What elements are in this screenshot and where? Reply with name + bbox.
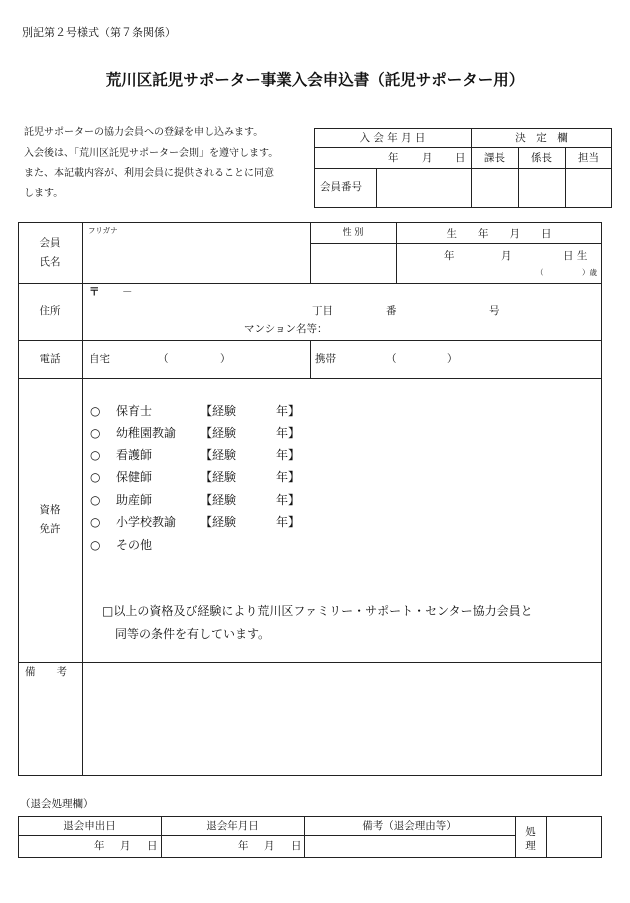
form-number-note: 別記第２号様式（第７条関係） (22, 26, 176, 39)
experience-label-3: 【経験 (200, 448, 237, 462)
withdraw-month: 月 (264, 840, 275, 852)
birth-year: 年 (444, 250, 455, 262)
member-name-field[interactable] (88, 236, 306, 280)
qualification-other: その他 (116, 538, 153, 552)
address-field[interactable] (88, 286, 598, 338)
home-phone-label: 自宅 (89, 353, 110, 365)
experience-label-1: 【経験 (200, 404, 237, 418)
remarks-label: 備 考 (25, 666, 67, 678)
withdraw-remarks-label: 備考（退会理由等） (362, 820, 457, 832)
ban-label: 番 (386, 305, 397, 317)
row-line-qualification (18, 378, 602, 379)
row-line-address (18, 283, 602, 284)
withdraw-apply-month: 月 (120, 840, 131, 852)
qualification-checkbox-4[interactable]: ○ (90, 470, 101, 484)
page-title: 荒川区託児サポーター事業入会申込書（託児サポーター用） (105, 71, 525, 89)
qualification-checkbox-5[interactable]: ○ (90, 493, 101, 507)
processing-label-1: 処 (525, 826, 536, 838)
tanto-label: 担当 (578, 152, 599, 164)
office-row-line-1 (314, 147, 612, 148)
experience-year-2: 年】 (276, 426, 301, 440)
member-number-label: 会員番号 (320, 181, 362, 193)
processing-label-2: 理 (525, 840, 536, 852)
qualification-checkbox-7[interactable]: ○ (90, 538, 101, 552)
intro-line-4: します。 (24, 188, 64, 199)
withdraw-apply-year: 年 (94, 840, 105, 852)
birth-header: 生 年 月 日 (446, 228, 552, 240)
experience-year-5: 年】 (276, 493, 301, 507)
birth-month: 月 (501, 250, 512, 262)
decision-label: 決 定 欄 (515, 132, 568, 144)
address-label: 住所 (39, 305, 61, 317)
processing-stamp-field[interactable] (549, 819, 599, 855)
postal-dash: － (122, 286, 133, 298)
qualification-shogakko: 小学校教諭 (116, 515, 177, 529)
mobile-paren-close: ） (447, 353, 458, 365)
office-row-line-2 (314, 168, 612, 169)
chome-label: 丁目 (312, 305, 333, 317)
withdraw-apply-date-label: 退会申出日 (63, 820, 116, 832)
qualification-checkbox-2[interactable]: ○ (90, 426, 101, 440)
join-date-label: 入 会 年 月 日 (359, 132, 426, 144)
gender-header-line (310, 243, 602, 244)
qualification-checkbox-6[interactable]: ○ (90, 515, 101, 529)
mobile-phone-label: 携帯 (315, 353, 336, 365)
go-label: 号 (489, 305, 500, 317)
qualification-hoikushi: 保育士 (116, 404, 153, 418)
furigana-label: フリガナ (88, 226, 118, 235)
experience-label-4: 【経験 (200, 470, 237, 484)
mobile-paren-open: （ (386, 353, 397, 365)
experience-year-3: 年】 (276, 448, 301, 462)
qualification-label-2: 免許 (39, 523, 61, 535)
qualification-hokenshi: 保健師 (116, 470, 153, 484)
phone-divider (310, 340, 311, 378)
home-paren-close: ） (220, 353, 231, 365)
join-day: 日 (455, 152, 466, 164)
kakaricho-label: 係長 (531, 152, 552, 164)
experience-year-6: 年】 (276, 515, 301, 529)
qualification-kangoshi: 看護師 (116, 448, 153, 462)
withdrawal-section-title: （退会処理欄） (20, 798, 94, 810)
withdraw-remarks-field[interactable] (308, 838, 512, 855)
qualification-checkbox-1[interactable]: ○ (90, 404, 101, 418)
experience-label-2: 【経験 (200, 426, 237, 440)
postal-mark: 〒 (89, 286, 100, 298)
experience-label-6: 【経験 (200, 515, 237, 529)
declaration-checkbox-line-1[interactable]: □以上の資格及び経験により荒川区ファミリー・サポート・センター協力会員と (102, 604, 533, 618)
intro-line-2: 入会後は、「荒川区託児サポーター会則」を遵守します。 (24, 148, 279, 159)
join-month: 月 (422, 152, 433, 164)
home-phone-field[interactable] (120, 344, 306, 374)
qualification-yochien: 幼稚園教諭 (116, 426, 177, 440)
mansion-label: マンション名等： (244, 323, 328, 335)
age-open: （ (536, 268, 544, 277)
withdrawal-col-4 (546, 816, 547, 858)
withdraw-apply-day: 日 (147, 840, 158, 852)
experience-year-4: 年】 (276, 470, 301, 484)
gender-field[interactable] (313, 246, 393, 281)
label-column-line (82, 222, 83, 776)
member-number-field[interactable] (380, 171, 468, 205)
member-label-2: 氏名 (39, 256, 61, 268)
home-paren-open: （ (158, 353, 169, 365)
intro-line-1: 託児サポーターの協力会員への登録を申し込みます。 (24, 127, 264, 138)
qualification-josanshi: 助産師 (116, 493, 153, 507)
mobile-phone-field[interactable] (345, 344, 595, 374)
withdrawal-header-line (18, 835, 515, 836)
qualification-checkbox-3[interactable]: ○ (90, 448, 101, 462)
age-close: ）歳 (582, 268, 597, 277)
birth-day: 日 生 (563, 250, 588, 262)
declaration-line-2: 同等の条件を有しています。 (115, 627, 271, 641)
member-label-1: 会員 (39, 237, 61, 249)
qualification-label-1: 資格 (39, 504, 61, 516)
office-col-line-4 (376, 168, 377, 208)
phone-label: 電話 (39, 353, 61, 365)
withdraw-date-label: 退会年月日 (206, 820, 259, 832)
gender-label: 性 別 (342, 228, 364, 238)
intro-line-3: また、本記載内容が、利用会員に提供されることに同意 (24, 168, 274, 179)
remarks-field[interactable] (86, 666, 598, 772)
kacho-label: 課長 (484, 152, 505, 164)
withdraw-year: 年 (238, 840, 249, 852)
experience-label-5: 【経験 (200, 493, 237, 507)
join-year: 年 (388, 152, 399, 164)
row-line-remarks (18, 662, 602, 663)
experience-year-1: 年】 (276, 404, 301, 418)
withdraw-day: 日 (291, 840, 302, 852)
